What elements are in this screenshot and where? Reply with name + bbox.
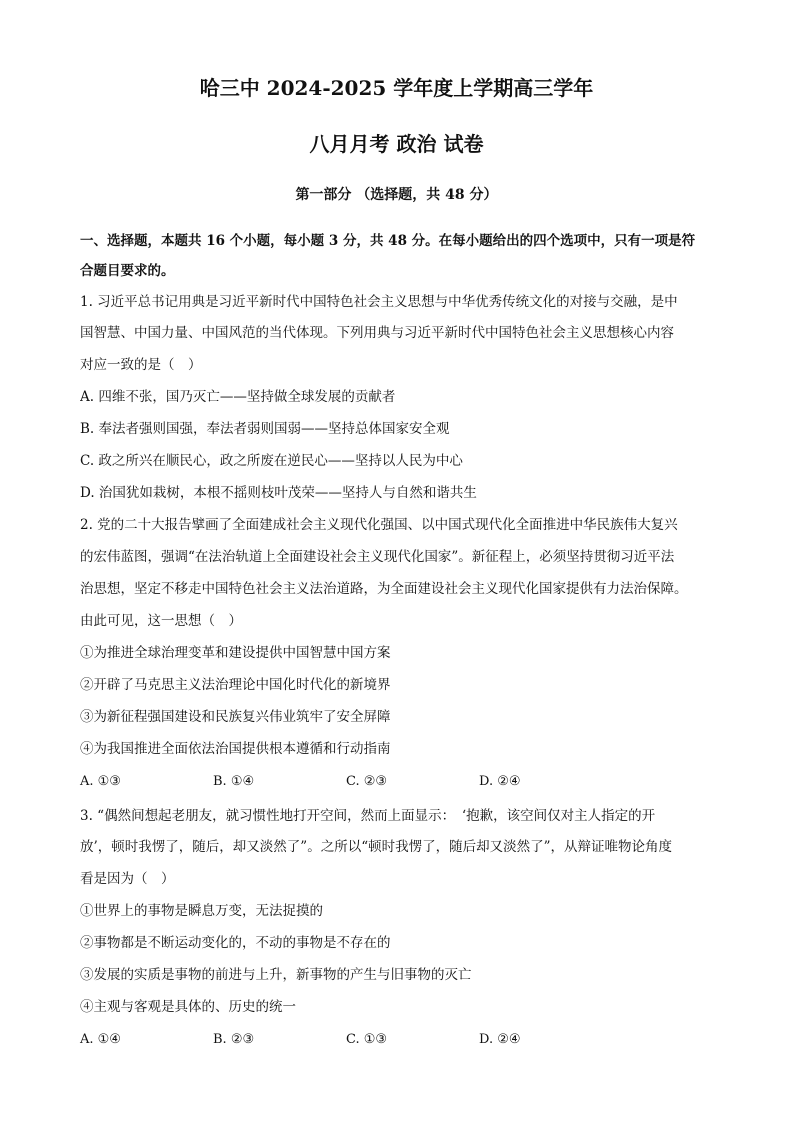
q2-stem-line3: 治思想，坚定不移走中国特色社会主义法治道路，为全面建设社会主义现代化国家提供有力法治保障。 <box>80 581 688 597</box>
q2-choice-d: D. ②④ <box>479 774 521 789</box>
q3-stem-line2: 放’，顿时我愣了，随后，却又淡然了”。之所以“顿时我愣了，随后却又淡然了”，从辩证唯物论角度 <box>80 839 672 855</box>
q2-statement-3: ③为新征程强国建设和民族复兴伟业筑牢了安全屏障 <box>80 709 391 725</box>
q1-stem-line1: 1. 习近平总书记用典是习近平新时代中国特色社会主义思想与中华优秀传统文化的对接与交融，是中 <box>80 294 678 310</box>
q2-statement-2: ②开辟了马克思主义法治理论中国化时代化的新境界 <box>80 677 391 693</box>
q1-option-a: A. 四维不张，国乃灭亡——坚持做全球发展的贡献者 <box>80 389 396 405</box>
q3-statement-1: ①世界上的事物是瞬息万变，无法捉摸的 <box>80 903 323 919</box>
q3-choice-d: D. ②④ <box>479 1032 521 1047</box>
q3-stem-line3: 看是因为（ ） <box>80 871 175 887</box>
q3-choice-a: A. ①④ <box>80 1032 121 1047</box>
q1-stem-line2: 国智慧、中国力量、中国风范的当代体现。下列用典与习近平新时代中国特色社会主义思想核心内容 <box>80 325 674 341</box>
exam-title-line2: 八月月考 政治 试卷 <box>309 132 484 156</box>
q2-statement-1: ①为推进全球治理变革和建设提供中国智慧中国方案 <box>80 645 391 661</box>
q3-choice-c: C. ①③ <box>346 1032 388 1047</box>
instructions-line1: 一、选择题，本题共 16 个小题，每小题 3 分，共 48 分。在每小题给出的四个选项中，只有一项是符 <box>80 233 696 249</box>
q2-choice-b: B. ①④ <box>213 774 255 789</box>
q1-option-d: D. 治国犹如栽树，本根不摇则枝叶茂荣——坚持人与自然和谐共生 <box>80 485 477 501</box>
q3-statement-2: ②事物都是不断运动变化的，不动的事物是不存在的 <box>80 935 391 951</box>
q2-choice-a: A. ①③ <box>80 774 121 789</box>
q3-choice-b: B. ②③ <box>213 1032 255 1047</box>
q2-stem-line2: 的宏伟蓝图，强调“在法治轨道上全面建设社会主义现代化国家”。新征程上，必须坚持贯彻习近平法 <box>80 549 675 565</box>
q3-statement-4: ④主观与客观是具体的、历史的统一 <box>80 999 296 1015</box>
q3-statement-3: ③发展的实质是事物的前进与上升，新事物的产生与旧事物的灭亡 <box>80 967 472 983</box>
q2-stem-line4: 由此可见，这一思想（ ） <box>80 613 242 629</box>
q1-option-b: B. 奉法者强则国强，奉法者弱则国弱——坚持总体国家安全观 <box>80 421 450 437</box>
q2-statement-4: ④为我国推进全面依法治国提供根本遵循和行动指南 <box>80 741 391 757</box>
exam-title-line1: 哈三中 2024-2025 学年度上学期高三学年 <box>199 76 594 100</box>
q2-stem-line1: 2. 党的二十大报告擘画了全面建成社会主义现代化强国、以中国式现代化全面推进中华民族伟大复兴 <box>80 517 678 533</box>
instructions-line2: 合题目要求的。 <box>80 263 175 279</box>
q1-stem-line3: 对应一致的是（ ） <box>80 357 202 373</box>
part-heading: 第一部分 （选择题，共 48 分） <box>295 187 498 203</box>
q1-option-c: C. 政之所兴在顺民心，政之所废在逆民心——坚持以人民为中心 <box>80 453 463 469</box>
q3-stem-line1: 3. “偶然间想起老朋友，就习惯性地打开空间，然而上面显示： ‘抱歉，该空间仅对主人指定的开 <box>80 808 656 824</box>
q2-choice-c: C. ②③ <box>346 774 388 789</box>
